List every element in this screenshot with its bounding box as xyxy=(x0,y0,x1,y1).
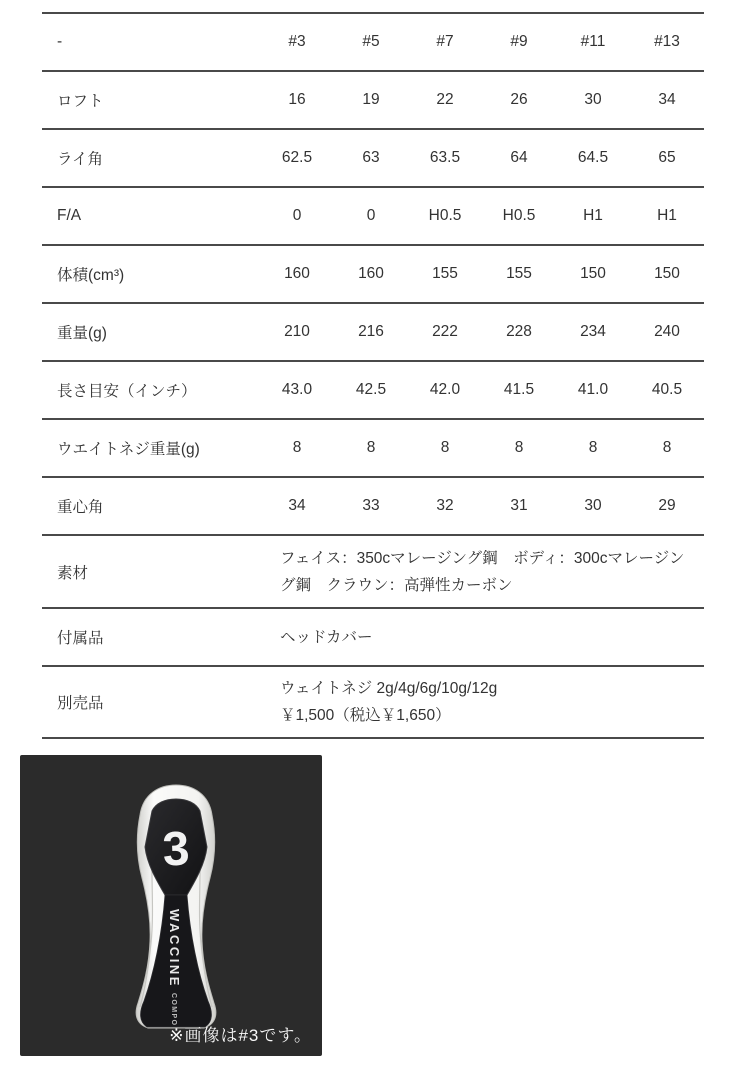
spec-cell: 64 xyxy=(482,129,556,187)
spec-cell: 8 xyxy=(556,419,630,477)
row-face-angle xyxy=(42,187,704,245)
spec-cell: 222 xyxy=(408,303,482,361)
spec-cell: 42.5 xyxy=(334,361,408,419)
spec-cell: 210 xyxy=(260,303,334,361)
spec-cell: 150 xyxy=(556,245,630,303)
column-header: #11 xyxy=(556,13,630,71)
spec-cell: 41.5 xyxy=(482,361,556,419)
row-label: 重量(g) xyxy=(42,303,260,361)
row-label: 素材 xyxy=(42,535,260,608)
spec-cell: 34 xyxy=(260,477,334,535)
spec-cell: 40.5 xyxy=(630,361,704,419)
row-loft xyxy=(42,71,704,129)
row-length xyxy=(42,361,704,419)
spec-cell: 63 xyxy=(334,129,408,187)
spec-cell: 155 xyxy=(482,245,556,303)
column-header: #9 xyxy=(482,13,556,71)
spec-cell: 64.5 xyxy=(556,129,630,187)
spec-cell: H0.5 xyxy=(482,187,556,245)
column-header: #7 xyxy=(408,13,482,71)
column-header: #5 xyxy=(334,13,408,71)
row-volume xyxy=(42,245,704,303)
spec-cell: 62.5 xyxy=(260,129,334,187)
spec-cell: 30 xyxy=(556,71,630,129)
product-photo xyxy=(20,755,322,1056)
brand-sub-logo: COMPO xyxy=(170,993,177,1027)
spec-cell: 16 xyxy=(260,71,334,129)
row-weight-screw xyxy=(42,419,704,477)
headcover-number: 3 xyxy=(161,822,191,877)
row-cg-angle xyxy=(42,477,704,535)
header-label: - xyxy=(42,13,260,71)
spec-cell: 65 xyxy=(630,129,704,187)
spec-cell: 234 xyxy=(556,303,630,361)
spec-cell: 228 xyxy=(482,303,556,361)
brand-logo: WACCINE xyxy=(167,909,182,988)
spec-cell: 31 xyxy=(482,477,556,535)
row-label: ロフト xyxy=(42,71,260,129)
spec-cell: 26 xyxy=(482,71,556,129)
material-text: フェイス：350cマレージング鋼 ボディ：300cマレージング鋼 クラウン：高弾性カーボン xyxy=(260,535,704,608)
spec-cell: 160 xyxy=(260,245,334,303)
spec-cell: 42.0 xyxy=(408,361,482,419)
spec-cell: 0 xyxy=(334,187,408,245)
row-label: 別売品 xyxy=(42,666,260,738)
spec-cell: 8 xyxy=(334,419,408,477)
row-accessory xyxy=(42,608,704,666)
spec-cell: 8 xyxy=(408,419,482,477)
spec-cell: 29 xyxy=(630,477,704,535)
spec-cell: 34 xyxy=(630,71,704,129)
option-text xyxy=(260,666,704,738)
row-lie-angle xyxy=(42,129,704,187)
headcover-illustration xyxy=(121,783,231,1033)
spec-cell: 63.5 xyxy=(408,129,482,187)
spec-cell: 150 xyxy=(630,245,704,303)
option-line-2: ￥1,500（税込￥1,650） xyxy=(280,707,451,724)
spec-cell: 41.0 xyxy=(556,361,630,419)
spec-cell: 8 xyxy=(260,419,334,477)
row-material xyxy=(42,535,704,608)
spec-cell: 8 xyxy=(630,419,704,477)
row-label: 重心角 xyxy=(42,477,260,535)
spec-cell: 33 xyxy=(334,477,408,535)
row-option xyxy=(42,666,704,738)
spec-cell: 8 xyxy=(482,419,556,477)
spec-cell: 216 xyxy=(334,303,408,361)
option-line-1: ウェイトネジ 2g/4g/6g/10g/12g xyxy=(280,680,498,697)
spec-cell: 155 xyxy=(408,245,482,303)
spec-cell: 0 xyxy=(260,187,334,245)
table-header-row xyxy=(42,13,704,71)
row-label: ウエイトネジ重量(g) xyxy=(42,419,260,477)
row-label: 付属品 xyxy=(42,608,260,666)
spec-cell: H1 xyxy=(556,187,630,245)
spec-cell: 160 xyxy=(334,245,408,303)
row-label: 体積(cm³) xyxy=(42,245,260,303)
row-weight xyxy=(42,303,704,361)
spec-cell: 19 xyxy=(334,71,408,129)
accessory-text: ヘッドカバー xyxy=(260,608,704,666)
column-header: #13 xyxy=(630,13,704,71)
spec-cell: 22 xyxy=(408,71,482,129)
spec-cell: 32 xyxy=(408,477,482,535)
spec-cell: H1 xyxy=(630,187,704,245)
column-header: #3 xyxy=(260,13,334,71)
row-label: 長さ目安（インチ） xyxy=(42,361,260,419)
spec-cell: H0.5 xyxy=(408,187,482,245)
row-label: F/A xyxy=(42,187,260,245)
spec-table xyxy=(42,12,704,739)
row-label: ライ角 xyxy=(42,129,260,187)
image-caption: ※画像は#3です。 xyxy=(169,1026,312,1045)
spec-cell: 240 xyxy=(630,303,704,361)
spec-cell: 30 xyxy=(556,477,630,535)
spec-cell: 43.0 xyxy=(260,361,334,419)
